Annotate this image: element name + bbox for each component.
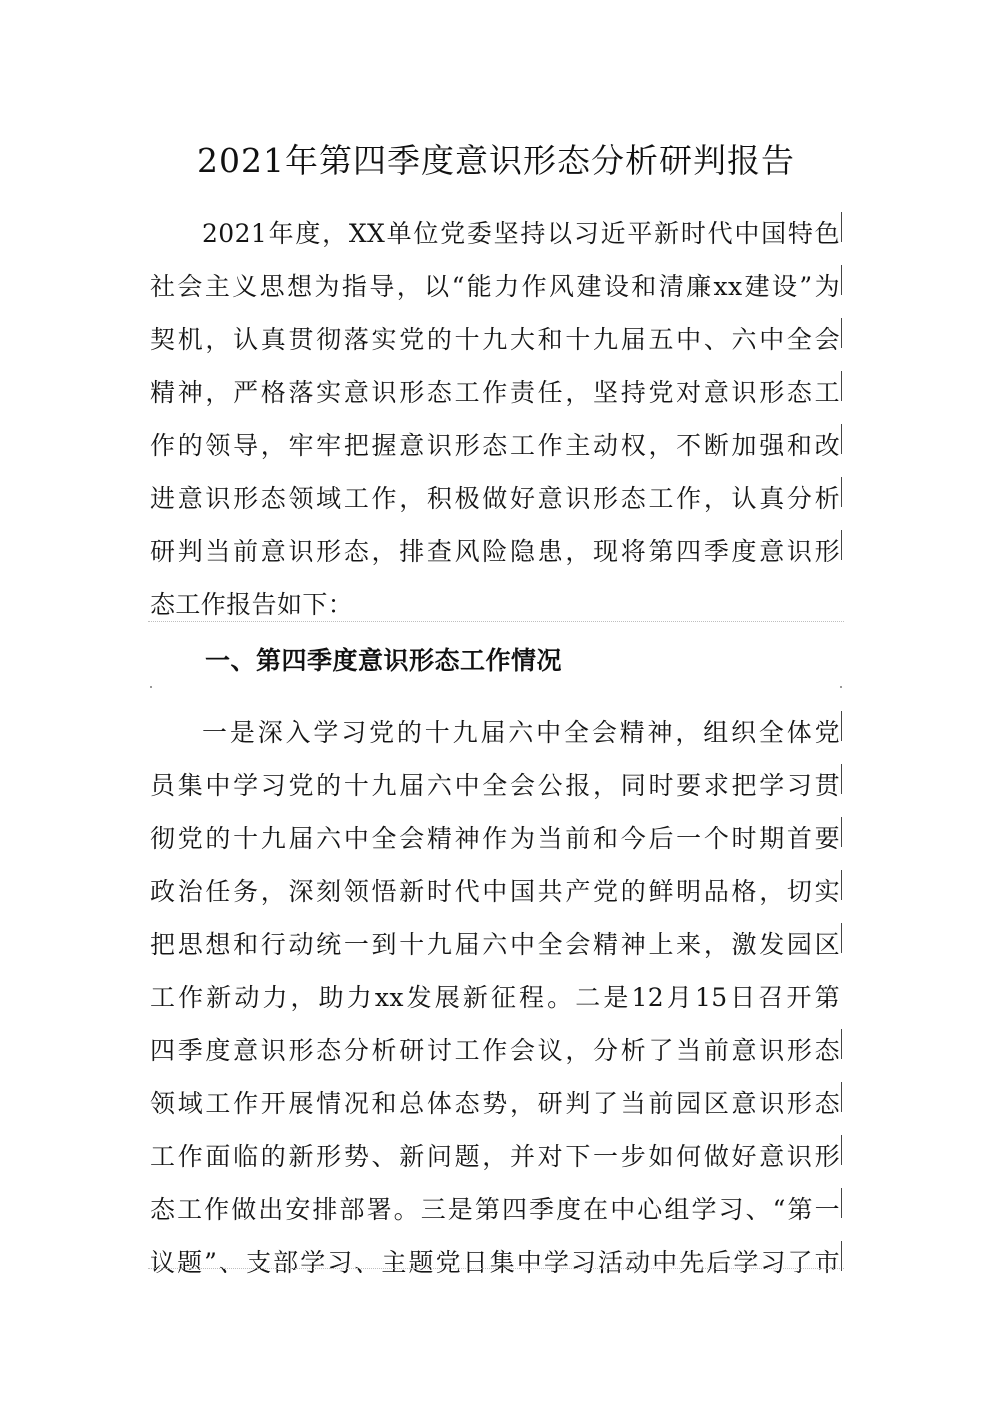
margin-rule (841, 1135, 842, 1165)
margin-rule (841, 764, 842, 794)
paragraph-line: 契机，认真贯彻落实党的十九大和十九届五中、六中全会 (150, 325, 840, 354)
body-paragraph (150, 706, 840, 1289)
margin-rule (841, 318, 842, 348)
paragraph-line: 作的领导，牢牢把握意识形态工作主动权，不断加强和改 (150, 431, 840, 460)
paragraph-line: 员集中学习党的十九届六中全会公报，同时要求把学习贯 (150, 771, 840, 800)
paragraph-line: 进意识形态领域工作，积极做好意识形态工作，认真分析 (150, 484, 840, 513)
margin-rule (841, 424, 842, 454)
paragraph-line: 彻党的十九届六中全会精神作为当前和今后一个时期首要 (150, 824, 840, 853)
margin-rule (841, 1082, 842, 1112)
separator-line (148, 1268, 844, 1269)
paragraph-line: 工作面临的新形势、新问题，并对下一步如何做好意识形 (150, 1142, 840, 1171)
paragraph-line: 精神，严格落实意识形态工作责任，坚持党对意识形态工 (150, 378, 840, 407)
margin-rule (841, 1241, 842, 1271)
margin-mark (840, 686, 842, 688)
margin-rule (841, 711, 842, 741)
paragraph-line: 研判当前意识形态，排查风险隐患，现将第四季度意识形 (150, 537, 840, 566)
margin-rule (841, 265, 842, 295)
paragraph-line: 领域工作开展情况和总体态势，研判了当前园区意识形态 (150, 1089, 840, 1118)
paragraph-line: 政治任务，深刻领悟新时代中国共产党的鲜明品格，切实 (150, 877, 840, 906)
section-heading: 一、第四季度意识形态工作情况 (205, 646, 563, 675)
paragraph-line: 议题”、支部学习、主题党日集中学习活动中先后学习了市 (150, 1248, 840, 1277)
margin-rule (841, 477, 842, 507)
separator-line (148, 621, 844, 622)
margin-rule (841, 371, 842, 401)
paragraph-line: 把思想和行动统一到十九届六中全会精神上来，激发园区 (150, 930, 840, 959)
paragraph-line: 一是深入学习党的十九届六中全会精神，组织全体党 (202, 718, 840, 747)
paragraph-line: 态工作做出安排部署。三是第四季度在中心组学习、“第一 (150, 1195, 840, 1224)
margin-rule (841, 212, 842, 242)
margin-rule (841, 1029, 842, 1059)
paragraph-line: 四季度意识形态分析研讨工作会议，分析了当前意识形态 (150, 1036, 840, 1065)
margin-rule (841, 817, 842, 847)
margin-mark (150, 686, 152, 688)
margin-rule (841, 1188, 842, 1218)
paragraph-line: 2021年度，XX单位党委坚持以习近平新时代中国特色 (202, 219, 840, 248)
paragraph-line: 社会主义思想为指导，以“能力作风建设和清廉xx建设”为 (150, 272, 840, 301)
margin-rule (841, 923, 842, 953)
intro-paragraph (150, 207, 840, 631)
paragraph-line: 工作新动力，助力xx发展新征程。二是12月15日召开第 (150, 983, 840, 1012)
margin-rule (841, 530, 842, 560)
paragraph-line: 态工作报告如下： (150, 590, 354, 619)
margin-rule (841, 870, 842, 900)
document-title: 2021年第四季度意识形态分析研判报告 (197, 141, 795, 180)
